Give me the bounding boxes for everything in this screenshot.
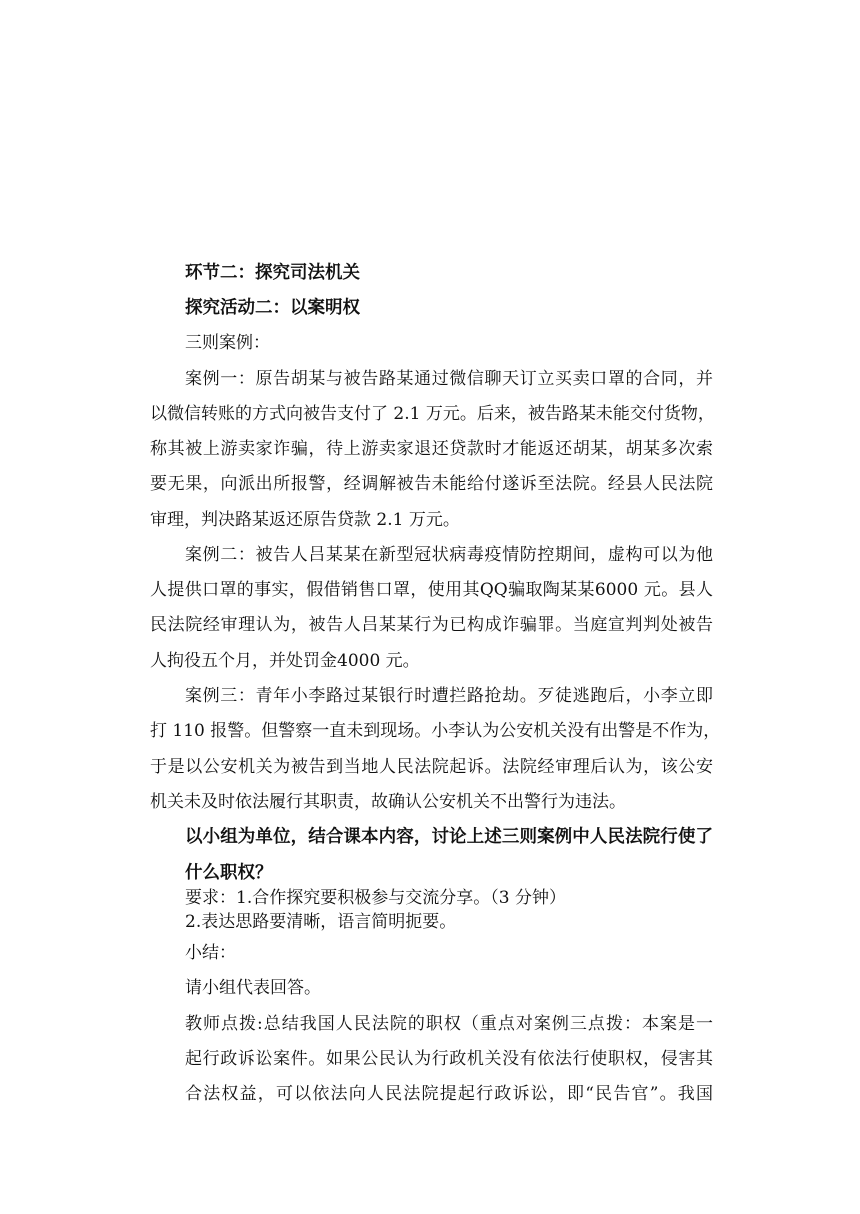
discussion-line-2: 什么职权？ bbox=[185, 863, 273, 883]
cases-intro: 三则案例： bbox=[185, 333, 270, 353]
section-title: 环节二：探究司法机关 bbox=[185, 263, 360, 283]
case1-line-2: 以微信转账的方式向被告支付了 2.1 万元。后来，被告路某未能交付货物， bbox=[150, 404, 715, 424]
case2-line-2: 人提供口罩的事实，假借销售口罩，使用其QQ骗取陶某某6000 元。县人 bbox=[150, 580, 713, 600]
case1-line-5: 审理，判决路某返还原告贷款 2.1 万元。 bbox=[150, 510, 460, 530]
teacher-line-3: 合法权益，可以依法向人民法院提起行政诉讼，即“民告官”。我国 bbox=[185, 1084, 713, 1104]
teacher-line-1: 教师点拨:总结我国人民法院的职权（重点对案例三点拨：本案是一 bbox=[185, 1014, 713, 1034]
case3-line-1: 案例三：青年小李路过某银行时遭拦路抢劫。歹徒逃跑后，小李立即 bbox=[185, 686, 713, 706]
case1-line-1: 案例一：原告胡某与被告路某通过微信聊天订立买卖口罩的合同，并 bbox=[185, 369, 713, 389]
summary-ask: 请小组代表回答。 bbox=[185, 978, 321, 998]
case2-line-3: 民法院经审理认为，被告人吕某某行为已构成诈骗罪。当庭宣判判处被告 bbox=[150, 615, 713, 635]
case2-line-4: 人拘役五个月，并处罚金4000 元。 bbox=[150, 651, 420, 671]
case1-line-4: 要无果，向派出所报警，经调解被告未能给付遂诉至法院。经县人民法院 bbox=[150, 474, 713, 494]
case1-line-3: 称其被上游卖家诈骗，待上游卖家退还贷款时才能返还胡某，胡某多次索 bbox=[150, 439, 713, 459]
case3-line-2: 打 110 报警。但警察一直未到现场。小李认为公安机关没有出警是不作为， bbox=[150, 721, 721, 741]
case3-line-4: 机关未及时依法履行其职责，故确认公安机关不出警行为违法。 bbox=[150, 792, 626, 812]
activity-title: 探究活动二：以案明权 bbox=[185, 298, 360, 318]
summary-label: 小结： bbox=[185, 943, 236, 963]
case2-line-1: 案例二：被告人吕某某在新型冠状病毒疫情防控期间，虚构可以为他 bbox=[185, 545, 713, 565]
teacher-line-2: 起行政诉讼案件。如果公民认为行政机关没有依法行使职权，侵害其 bbox=[185, 1049, 713, 1069]
discussion-line-1: 以小组为单位，结合课本内容，讨论上述三则案例中人民法院行使了 bbox=[185, 827, 713, 847]
case3-line-3: 于是以公安机关为被告到当地人民法院起诉。法院经审理后认为，该公安 bbox=[150, 757, 713, 777]
requirements-line-1: 要求：1.合作探究要积极参与交流分享。（3 分钟） bbox=[185, 888, 566, 908]
requirements-line-2: 2.表达思路要清晰，语言简明扼要。 bbox=[185, 912, 457, 932]
